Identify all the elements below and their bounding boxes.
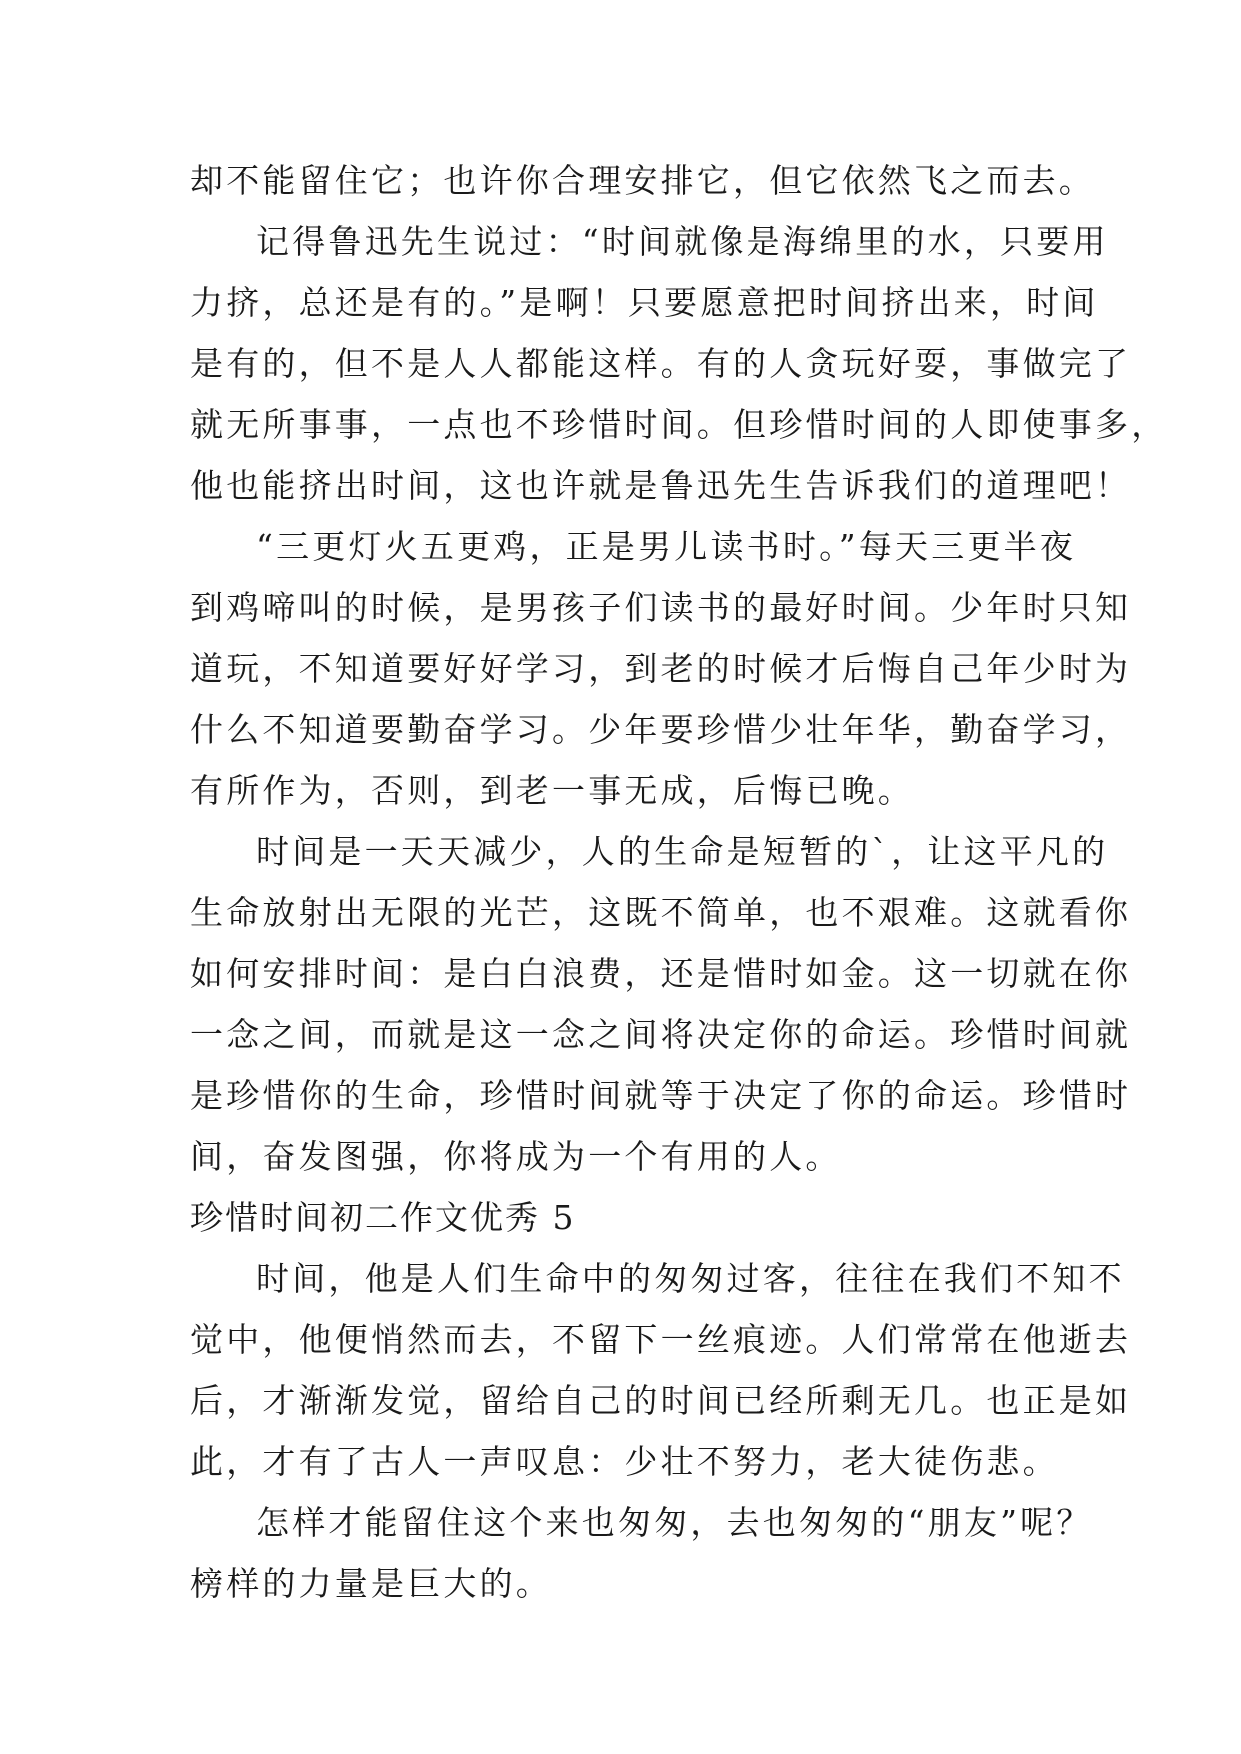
text-line: 榜样的力量是巨大的。: [190, 1564, 552, 1603]
text-line: 有所作为，否则，到老一事无成，后悔已晚。: [190, 771, 914, 810]
text-line: 间，奋发图强，你将成为一个有用的人。: [190, 1137, 842, 1176]
section-heading: 珍惜时间初二作文优秀 5: [190, 1198, 576, 1237]
text-line: 就无所事事，一点也不珍惜时间。但珍惜时间的人即使事多，: [190, 405, 1168, 444]
text-line: 此，才有了古人一声叹息：少壮不努力，老大徒伤悲。: [190, 1442, 1059, 1481]
text-line: 道玩，不知道要好好学习，到老的时候才后悔自己年少时为: [190, 649, 1132, 688]
text-line: 是有的，但不是人人都能这样。有的人贪玩好耍，事做完了: [190, 344, 1132, 383]
text-line: 时间是一天天减少，人的生命是短暂的`，让这平凡的: [256, 832, 1109, 871]
text-line: 后，才渐渐发觉，留给自己的时间已经所剩无几。也正是如: [190, 1381, 1132, 1420]
text-line: 觉中，他便悄然而去，不留下一丝痕迹。人们常常在他逝去: [190, 1320, 1132, 1359]
text-line: “三更灯火五更鸡，正是男儿读书时。”每天三更半夜: [256, 527, 1077, 566]
text-line: 如何安排时间：是白白浪费，还是惜时如金。这一切就在你: [190, 954, 1132, 993]
text-line: 到鸡啼叫的时候，是男孩子们读书的最好时间。少年时只知: [190, 588, 1132, 627]
text-line: 力挤，总还是有的。”是啊！只要愿意把时间挤出来，时间: [190, 283, 1099, 322]
text-line: 他也能挤出时间，这也许就是鲁迅先生告诉我们的道理吧！: [190, 466, 1132, 505]
text-line: 却不能留住它；也许你合理安排它，但它依然飞之而去。: [190, 161, 1095, 200]
text-line: 是珍惜你的生命，珍惜时间就等于决定了你的命运。珍惜时: [190, 1076, 1132, 1115]
text-line: 一念之间，而就是这一念之间将决定你的命运。珍惜时间就: [190, 1015, 1132, 1054]
document-body: [190, 150, 1168, 1614]
text-line: 什么不知道要勤奋学习。少年要珍惜少壮年华，勤奋学习，: [190, 710, 1132, 749]
text-line: 怎样才能留住这个来也匆匆，去也匆匆的“朋友”呢？: [256, 1503, 1093, 1542]
text-line: 时间，他是人们生命中的匆匆过客，往往在我们不知不: [256, 1259, 1125, 1298]
text-line: 记得鲁迅先生说过：“时间就像是海绵里的水，只要用: [256, 222, 1109, 261]
text-line: 生命放射出无限的光芒，这既不简单，也不艰难。这就看你: [190, 893, 1132, 932]
